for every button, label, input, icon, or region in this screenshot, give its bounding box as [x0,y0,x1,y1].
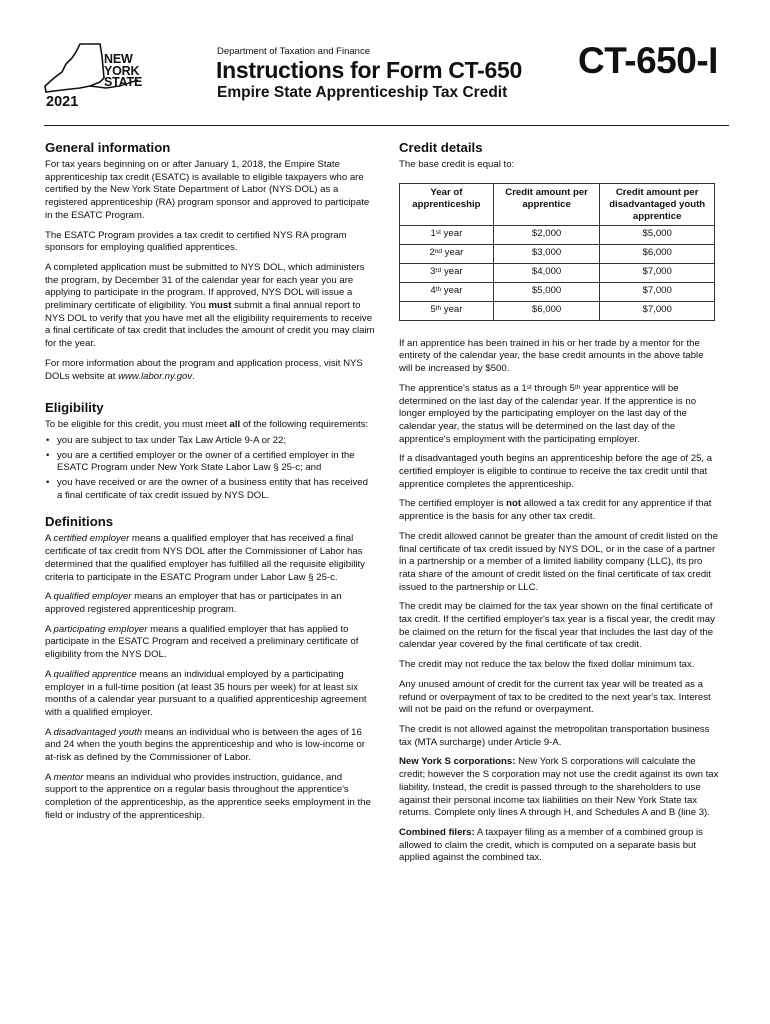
paragraph-credit-allowed: The credit allowed cannot be greater than the amount of credit listed on the final certificate of tax credit issued by NYS DOL, or in the case of a partner in a partnership or a member of a limited liability company (LLC), its pro rata share of the amount of credit listed on the final certificate of tax credit issued to the partnership or LLC. [399,530,718,593]
emphasis-not: not [506,498,522,510]
paragraph-s-corporations [399,756,719,820]
table-cell-youth: $5,000 [600,225,715,244]
text-span: The certified employer is [399,498,507,510]
nys-logo [40,42,150,112]
credit-details-heading: Credit details [399,140,483,155]
table-cell-youth: $7,000 [600,263,715,282]
table-row [400,282,715,301]
text-span: . [192,370,195,382]
table-row [400,225,715,244]
definition-qualified-apprentice: A qualified apprentice means an individual employed by a participating employer in a full-time position (at least 35 hours per week) for at least six months of a calendar year pursuant to a qualified apprenticeship agreement with a qualified employer. [45,668,367,718]
definitions-heading: Definitions [45,514,114,530]
text-span: A completed application must be submitted to NYS DOL, which administers the program, by December 31 of the calendar year for each year you are applying to participate in the program. If approved, NYS DOL will issue a preliminary certificate of eligibility. You [45,261,365,312]
table-cell-year: 4th year [400,282,494,301]
table-cell-year: 3rd year [400,263,494,282]
definition-disadvantaged-youth: A disadvantaged youth means an individual who is between the ages of 16 and 24 when the youth begins the apprenticeship and who is low-income or at-risk as defined by the Commissioner of Labor. [45,726,365,764]
form-id: CT-650-I [578,40,718,81]
paragraph-combined-filers [399,827,719,865]
table-row [400,263,715,282]
general-paragraph-4 [45,358,375,383]
label-s-corporations: New York S corporations: [399,756,516,768]
text-span: means an employer that has or participates in an approved registered apprenticeship program. [45,591,342,615]
table-cell-amount: $6,000 [493,301,600,320]
term: qualified apprentice [53,668,137,680]
page-title: Instructions for Form CT-650 [216,57,522,83]
table-cell-youth: $7,000 [600,301,715,320]
paragraph-not-allowed [399,498,719,523]
logo-state-name [104,54,142,89]
text-span: means a qualified employer that has received a final certificate of tax credit from NYS DOL after the Commissioner of Labor has determined that the qualified employer has fulfilled all the requisite eligibility criteria to participate in the ESATC Program under Labor Law § 25-c. [45,533,365,583]
text-span: of the following requirements: [240,419,369,431]
left-column [45,140,375,830]
general-paragraph-2: The ESATC Program provides a tax credit to certified NYS RA program sponsors for employing qualified apprentices. [45,229,347,254]
department-name: Department of Taxation and Finance [217,46,370,57]
credit-table [399,183,715,321]
eligibility-list [45,435,375,503]
paragraph-apprentice-status: The apprentice's status as a 1st through 5th year apprentice will be determined on the last day of the calendar year. If the apprentice is no longer employed by the participating employer on the last day of the calendar year, the status will be determined on the last day of the apprentice's employment with the participating employer. [399,382,697,445]
table-cell-amount: $3,000 [493,244,600,263]
definition-participating-employer: A participating employer means a qualified employer that has applied to participate in the ESATC Program and received a preliminary certificate of eligibility from the NYS DOL. [45,623,359,661]
table-header-row [400,183,715,225]
table-cell-youth: $7,000 [600,282,715,301]
text-span: The apprentice's status as a 1 [399,382,527,394]
definition-qualified-employer: A qualified employer means an employer that has or participates in an approved registered apprenticeship program. [45,591,342,615]
text-span: To be eligible for this credit, you must meet [45,419,230,431]
emphasis-all: all [229,419,241,431]
table-cell-year: 2nd year [400,244,494,263]
general-paragraph-1: For tax years beginning on or after January 1, 2018, the Empire State apprenticeship tax credit (ESATC) is available to eligible taxpayers who are certified by the New York State Department of Labor (NYS DOL) as a registered apprenticeship (RA) program sponsor and approved to participate in the ESATC Program. [45,159,370,221]
table-header-amount: Credit amount per apprentice [493,183,600,225]
eligibility-item: • you have received or are the owner of a business entity that has received a final certificate of tax credit issued by NYS DOL. [45,477,375,502]
table-cell-amount: $5,000 [493,282,600,301]
eligibility-heading: Eligibility [45,400,104,416]
table-cell-year: 5th year [400,301,494,320]
text-span: means an individual who is between the ages of 16 and 24 when the youth begins the apprenticeship and who is low-income or at-risk as defined by the Commissioner of Labor. [45,726,365,764]
text-span: For more information about the program and application process, visit NYS DOLs website at [45,357,363,382]
table-cell-amount: $2,000 [493,225,600,244]
definition-certified-employer: A certified employer means a qualified employer that has received a final certificate of tax credit from NYS DOL after the Commissioner of Labor has determined that the qualified employer has fulfilled all the requisite eligibility criteria to participate in the ESATC Program under Labor Law § 25-c. [45,533,365,583]
credit-intro: The base credit is equal to: [399,159,515,170]
term: qualified employer [53,591,132,603]
paragraph-disadvantaged-youth: If a disadvantaged youth begins an apprenticeship before the age of 25, a certified employer is eligible to continue to receive the tax credit until that apprentice completes the apprenticeship. [399,453,713,490]
logo-year: 2021 [46,94,79,110]
logo-line-york: YORK [104,63,140,78]
page-subtitle: Empire State Apprenticeship Tax Credit [217,84,508,101]
text-span: submit a final annual report to NYS DOL to verify that you have met all the eligibility requirements to receive a final certificate of tax credit that includes the amount of credit you may claim for the year. [45,300,375,350]
table-header-youth: Credit amount per disadvantaged youth apprentice [600,183,715,225]
table-row [400,244,715,263]
logo-line-state: STATE [104,75,143,89]
eligibility-item: • you are a certified employer or the owner of a certified employer in the ESATC Program under New York State Labor Law § 25-c; and [45,450,375,475]
table-header-year: Year of apprenticeship [400,183,494,225]
emphasis-must: must [208,300,232,312]
eligibility-intro [45,419,375,432]
text-span: means an individual who provides instruction, guidance, and support to the apprentice on a regular basis throughout the apprentice's completion of the apprenticeship, as the apprentice seeks employment in the field or industry of the apprenticeship. [45,771,371,821]
text-span: A taxpayer filing as a member of a combined group is allowed to claim the credit, which is computed on a separate basis but applied against the combined tax. [399,826,703,864]
paragraph-fixed-minimum: The credit may not reduce the tax below the fixed dollar minimum tax. [399,659,695,671]
text-span: means an individual employed by a participating employer in a full-time position (at least 35 hours per week) for at least six months of a calendar year pursuant to a qualified apprenticeship agreement with a qualified employer. [45,668,367,718]
paragraph-mta: The credit is not allowed against the metropolitan transportation business tax (MTA surcharge) under Article 9-A. [399,723,710,748]
text-span: means a qualified employer that has applied to participate in the ESATC Program and received a preliminary certificate of eligibility from the NYS DOL. [45,623,359,661]
general-paragraph-3 [45,262,375,351]
table-cell-amount: $4,000 [493,263,600,282]
general-information-heading: General information [45,140,171,155]
term: mentor [53,771,84,783]
website-link[interactable]: www.labor.ny.gov [118,370,193,382]
text-span: through 5 [531,382,575,394]
term: disadvantaged youth [53,726,143,738]
header-divider [44,125,729,126]
eligibility-item: • you are subject to tax under Tax Law Article 9-A or 22; [45,435,375,448]
table-cell-year: 1st year [400,225,494,244]
text-span: year apprentice will be determined on the last day of the calendar year. If the apprentice is no longer employed by the participating employer on the last day of the calendar year, the status will be determined on the last day of the apprentice's employment with the participating employer. [399,382,697,445]
definition-mentor: A mentor means an individual who provides instruction, guidance, and support to the apprentice on a regular basis throughout the apprentice's completion of the apprenticeship, as the apprentice seeks employment in the field or industry of the apprenticeship. [45,771,371,821]
table-cell-youth: $6,000 [600,244,715,263]
paragraph-credit-claimed: The credit may be claimed for the tax year shown on the final certificate of tax credit. If the certified employer's tax year is a fiscal year, the credit may be claimed on the return for the fiscal year that includes the last day of the calendar year covered by the final certificate of tax credit. [399,601,715,651]
term: certified employer [53,533,130,545]
logo-line-new: NEW [104,52,133,66]
text-span: allowed a tax credit for any apprentice if that apprentice is the basis for any other tax credit. [399,498,712,523]
paragraph-unused-credit: Any unused amount of credit for the current tax year will be treated as a refund or overpayment of tax to be credited to the next year's tax. Interest will not be paid on the refund or overpayment. [399,678,711,716]
text-span: New York S corporations will calculate the credit; however the S corporation may not use the credit against its own tax liability. Instead, the credit is passed through to the shareholders to use against their personal income tax liabilities on their New York State tax returns. Complete only lines A through H, and Schedules A and B (line 3). [399,756,719,819]
right-column [399,140,719,872]
paragraph-mentor: If an apprentice has been trained in his or her trade by a mentor for the entirety of the calendar year, the base credit amounts in the above table will be increased by $500. [399,337,704,375]
table-row [400,301,715,320]
term: participating employer [53,623,148,635]
label-combined-filers: Combined filers: [399,826,475,838]
